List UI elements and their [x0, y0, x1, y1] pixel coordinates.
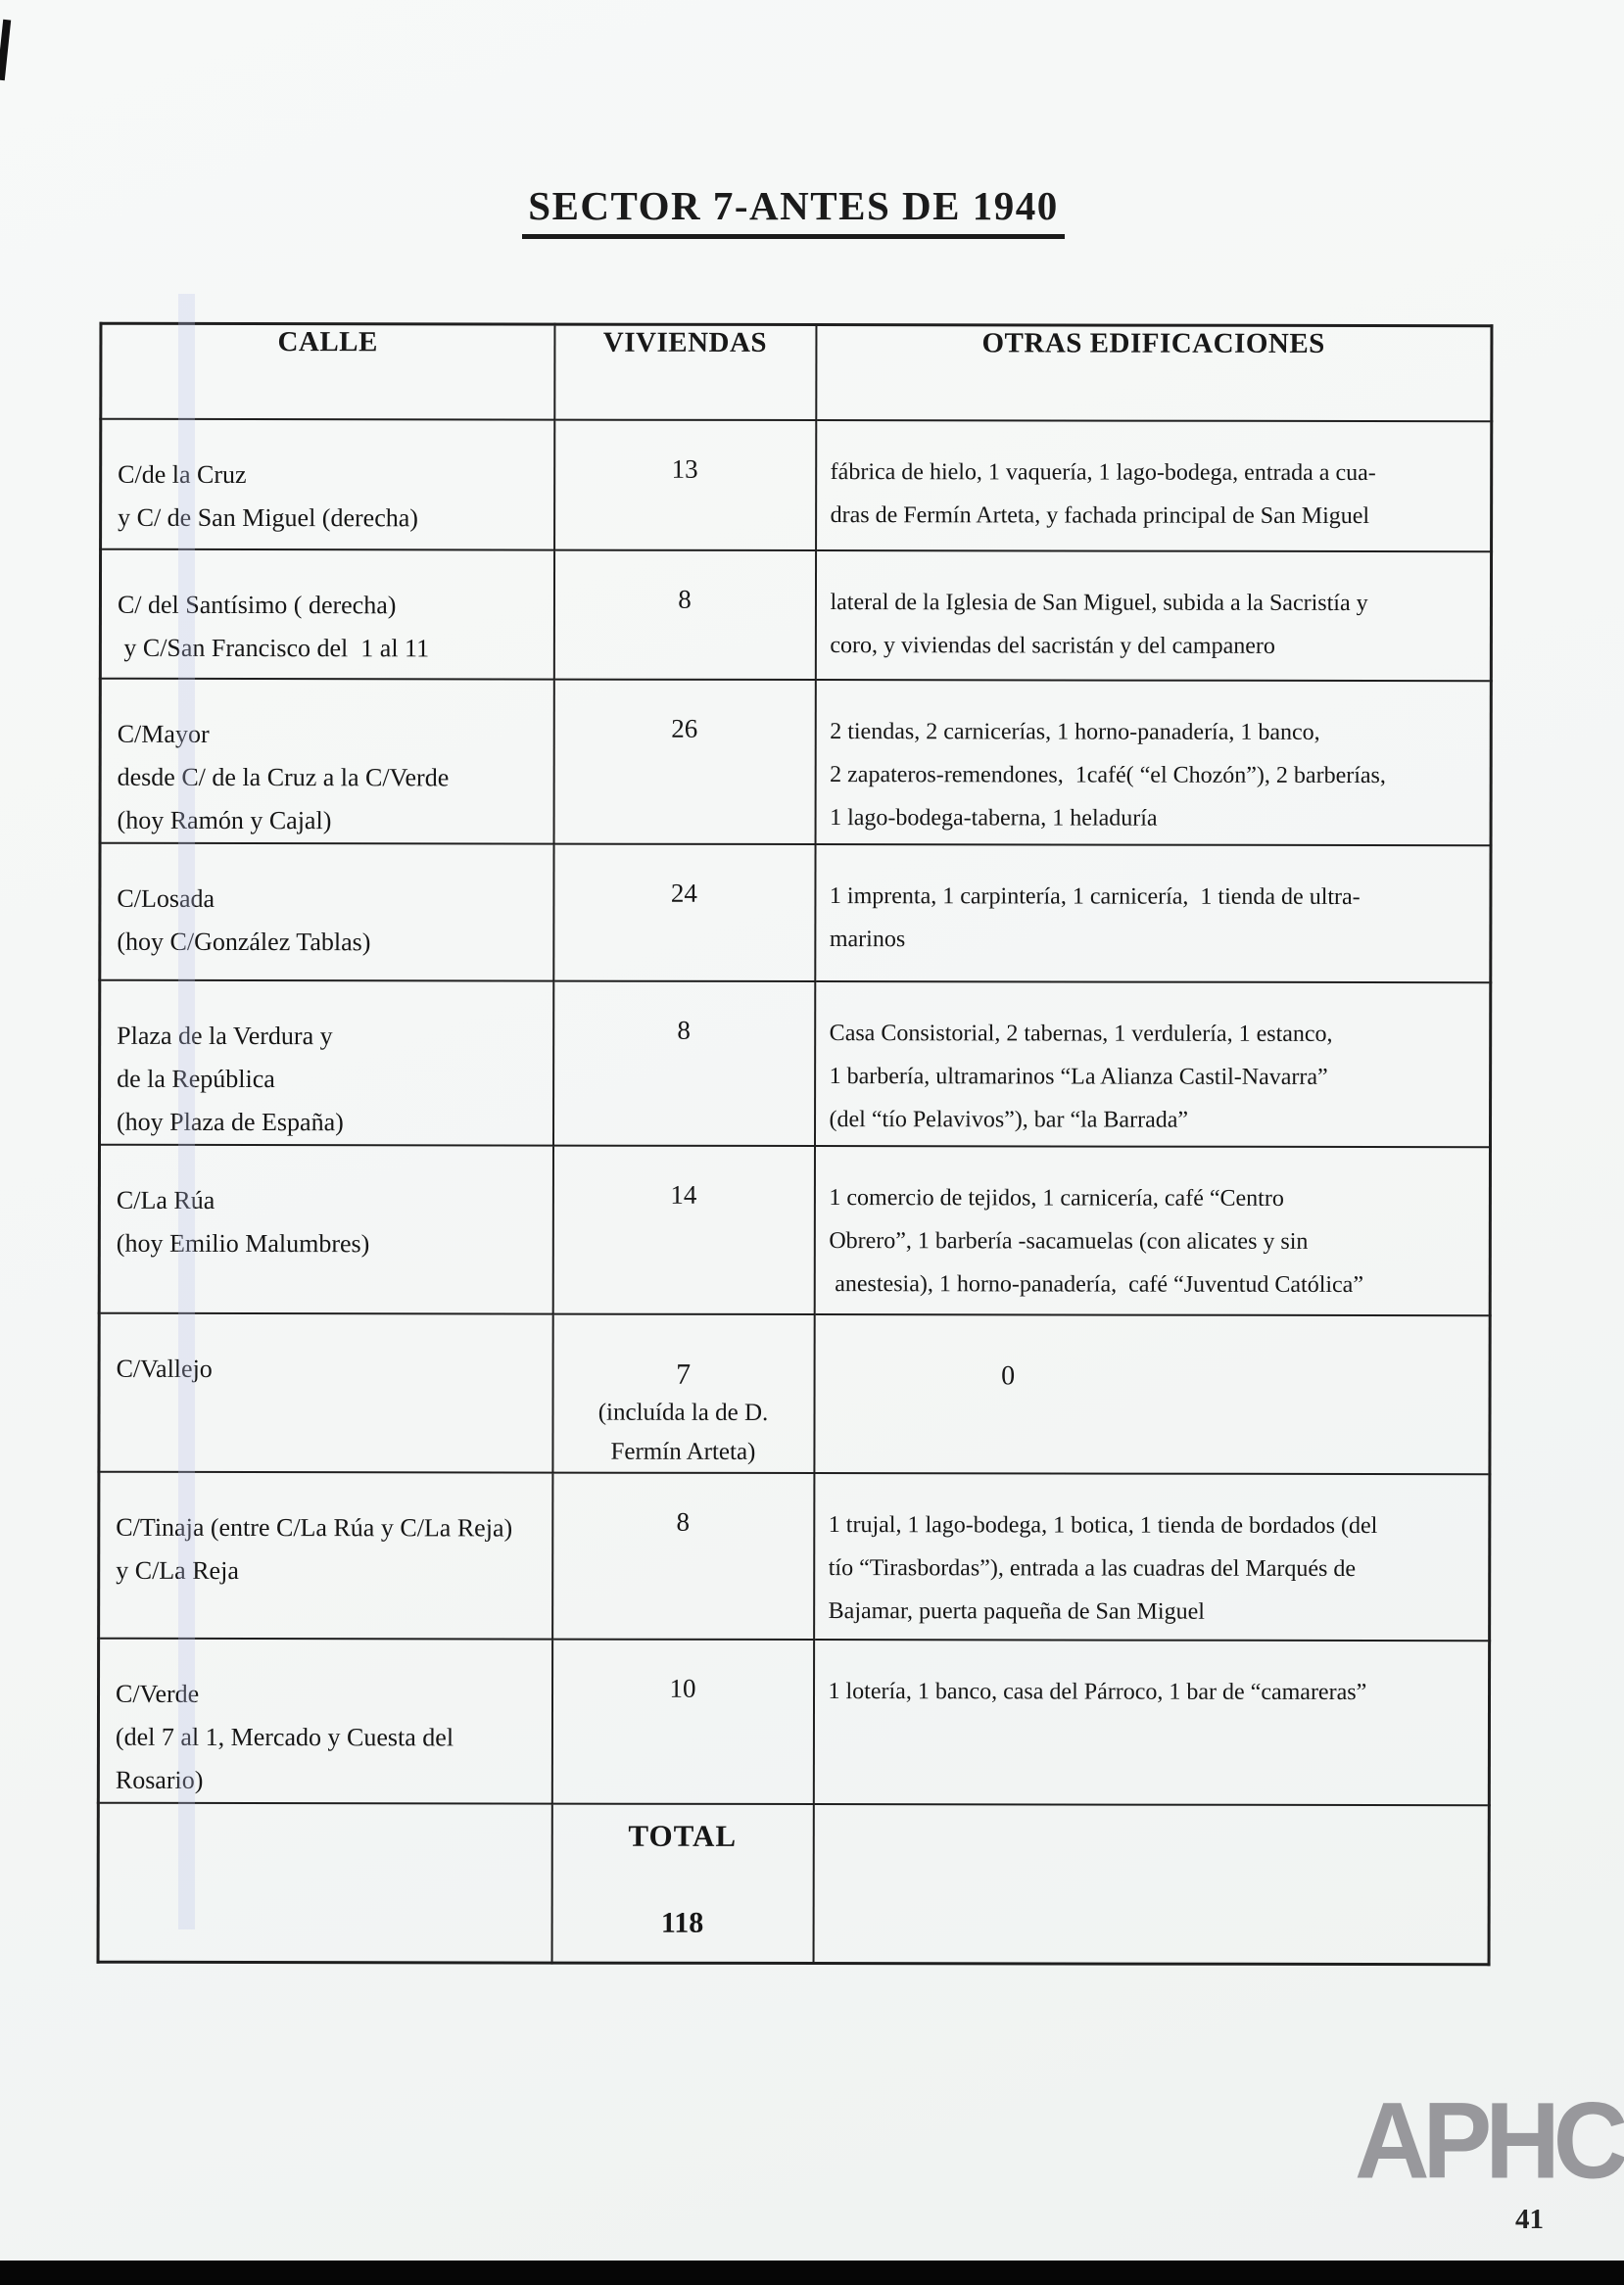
row-6-viviendas: 14 [552, 1145, 814, 1313]
row-7-viviendas-number: 7 [676, 1357, 692, 1391]
row-3-calle: C/Mayor desde C/ de la Cruz a la C/Verde (hoy Ramón y Cajal) [100, 678, 553, 843]
row-8-otras: 1 trujal, 1 lago-bodega, 1 botica, 1 tienda de bordados (del tío “Tirasbordas”), entrada a las cuadras del Marqués de Bajamar, puerta paqueña de San Miguel [814, 1473, 1490, 1641]
row-5-calle: Plaza de la Verdura y de la República (hoy Plaza de España) [99, 979, 552, 1145]
row-6-calle: C/La Rúa (hoy Emilio Malumbres) [99, 1144, 552, 1313]
row-7-viviendas [552, 1313, 814, 1472]
row-8-calle: C/Tinaja (entre C/La Rúa y C/La Reja) y C/La Reja [99, 1471, 552, 1639]
total-empty-otras [813, 1804, 1489, 1965]
row-2-viviendas: 8 [553, 549, 815, 679]
row-9-calle: C/Verde (del 7 al 1, Mercado y Cuesta del Rosario) [98, 1638, 551, 1803]
total-cell [551, 1803, 813, 1963]
row-9-otras: 1 lotería, 1 banco, casa del Párroco, 1 bar de “camareras” [813, 1640, 1489, 1805]
total-label: TOTAL [628, 1818, 738, 1853]
total-empty-calle [98, 1802, 551, 1963]
header-viviendas: VIVIENDAS [554, 324, 816, 419]
table-row [99, 1312, 1490, 1473]
row-4-viviendas: 24 [553, 843, 815, 980]
row-2-otras: lateral de la Iglesia de San Miguel, subida a la Sacristía y coro, y viviendas del sacristán y del campanero [815, 550, 1491, 681]
table-row [99, 979, 1490, 1146]
table-row [100, 548, 1491, 680]
table-row [100, 678, 1491, 844]
table-row [99, 1471, 1490, 1640]
row-4-calle: C/Losada (hoy C/González Tablas) [100, 842, 553, 980]
row-7-calle: C/Vallejo [99, 1312, 552, 1472]
table-row [99, 1144, 1490, 1314]
row-9-viviendas: 10 [551, 1639, 813, 1803]
table-row [98, 1638, 1489, 1804]
aphc-watermark: APHC [1355, 2080, 1622, 2202]
row-5-viviendas: 8 [552, 980, 814, 1145]
row-1-viviendas: 13 [554, 419, 816, 549]
sector-table [97, 322, 1494, 1966]
header-calle: CALLE [101, 323, 554, 419]
row-4-otras: 1 imprenta, 1 carpintería, 1 carnicería, 1 tienda de ultra- marinos [815, 844, 1491, 982]
total-value: 118 [660, 1906, 704, 1939]
table-row [101, 418, 1492, 550]
row-8-viviendas: 8 [552, 1472, 814, 1639]
page-title [98, 182, 1489, 239]
scan-edge-bar [0, 2261, 1624, 2285]
table-row [100, 842, 1491, 981]
row-6-otras: 1 comercio de tejidos, 1 carnicería, café “Centro Obrero”, 1 barbería -sacamuelas (con alicates y sin anestesia), 1 horno-panadería, café “Juventud Católica” [814, 1146, 1490, 1315]
row-3-otras: 2 tiendas, 2 carnicerías, 1 horno-panadería, 1 banco, 2 zapateros-remendones, 1café( “el Chozón”), 2 barberías, 1 lago-bodega-taberna, 1 heladuría [815, 680, 1491, 845]
row-3-viviendas: 26 [553, 679, 815, 843]
header-otras: OTRAS EDIFICACIONES [816, 325, 1492, 421]
row-5-otras: Casa Consistorial, 2 tabernas, 1 verdulería, 1 estanco, 1 barbería, ultramarinos “La Alianza Castil-Navarra” (del “tío Pelavivos”), bar “la Barrada” [814, 981, 1490, 1147]
row-1-otras: fábrica de hielo, 1 vaquería, 1 lago-bodega, entrada a cua- dras de Fermín Arteta, y fachada principal de San Miguel [816, 420, 1492, 551]
scan-edge-mark [0, 20, 11, 80]
row-2-calle: C/ del Santísimo ( derecha) y C/San Francisco del 1 al 11 [100, 548, 553, 679]
row-7-viviendas-note: (incluída la de D. Fermín Arteta) [597, 1399, 769, 1465]
page-title-text: SECTOR 7-ANTES DE 1940 [522, 182, 1064, 239]
row-7-otras: 0 [814, 1314, 1490, 1474]
total-row [98, 1802, 1489, 1964]
scan-streak-artifact [178, 294, 195, 1929]
row-1-calle: C/de la Cruz y C/ de San Miguel (derecha) [101, 418, 554, 549]
page-number: 41 [1515, 2204, 1544, 2235]
header-row [101, 323, 1492, 420]
